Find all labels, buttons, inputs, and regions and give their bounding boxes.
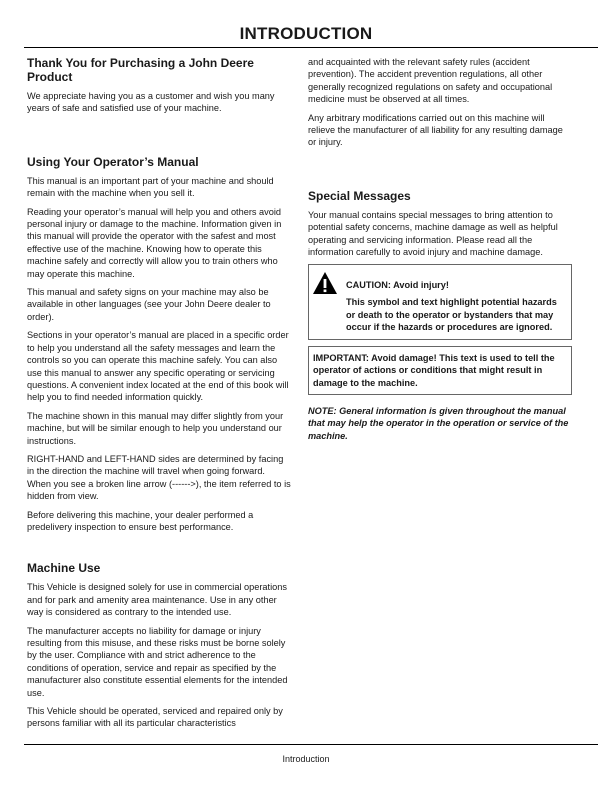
caution-text: This symbol and text highlight potential hazards or death to the operator or bystanders that may occur if the hazards or procedures are ignored.: [346, 297, 557, 333]
using-manual-paragraph-3: This manual and safety signs on your machine may also be available in other languages (see your John Deere dealer to order).: [27, 287, 271, 322]
using-manual-paragraph-5: The machine shown in this manual may differ slightly from your machine, but will be similar enough to help you understand our instructions.: [27, 410, 284, 446]
special-messages-paragraph: Your manual contains special messages to bring attention to potential safety concerns, machine damage as well as helpful operating and servicing information. Please read all the information carefully to avoid injury and machine damage.: [308, 209, 558, 258]
note-text: NOTE: General information is given throughout the manual that may help the operator in the operation or service of the machine.: [308, 405, 569, 441]
thank-you-heading: Thank You for Purchasing a John Deere Product: [27, 56, 254, 84]
caution-title: CAUTION: Avoid injury!: [346, 280, 449, 291]
special-messages-heading: Special Messages: [308, 188, 411, 203]
footer-divider: [24, 744, 598, 745]
using-manual-paragraph-4: Sections in your operator’s manual are placed in a specific order to help you understand all the safety messages and learn the controls so you can operate this machine safely. You can also use this manual to answer any specific operating or servicing questions. A convenient index located at the end of this book will help you to find needed information quickly.: [27, 330, 289, 403]
machine-use-paragraph-1: This Vehicle is designed solely for use in commercial operations and for park and amenity area maintenance. Use in any other way is considered as contrary to the intended use.: [27, 582, 287, 618]
using-manual-paragraph-1: This manual is an important part of your machine and should remain with the machine when you sell it.: [27, 175, 274, 199]
machine-use-paragraph-3: This Vehicle should be operated, serviced and repaired only by persons familiar with all its particular characteristics: [27, 706, 283, 729]
warning-triangle-icon: [312, 271, 340, 333]
footer-label: Introduction: [282, 754, 330, 764]
machine-use-continued-2: Any arbitrary modifications carried out on this machine will relieve the manufacturer of all liability for any resulting damage or injury.: [308, 112, 563, 148]
caution-box: [308, 264, 572, 339]
thank-you-paragraph: We appreciate having you as a customer and wish you many years of safe and satisfied use of your machine.: [27, 91, 275, 114]
machine-use-continued-1: and acquainted with the relevant safety rules (accident prevention). The accident prevention regulations, all other generally recognized regulations on safety and occupational medicine must be observed at all times.: [308, 57, 553, 105]
title-divider: [24, 47, 598, 48]
using-manual-paragraph-7: Before delivering this machine, your dealer performed a predelivery inspection to ensure best performance.: [27, 509, 254, 532]
using-manual-paragraph-2: Reading your operator’s manual will help you and others avoid personal injury or damage to the machine. Information given in this manual will provide the operator with the safest and most effective use of the machine. Knowing how to operate this machine safely and correctly will allow you to train others who may operate this machine.: [27, 206, 282, 279]
machine-use-paragraph-2: The manufacturer accepts no liability for damage or injury resulting from this misuse, and these risks must be borne solely by the user. Compliance with and strict adherence to the conditions of operation, service and repair as specified by the manufacturer also constitute essential elements for the intended use.: [27, 625, 288, 698]
using-manual-heading: Using Your Operator’s Manual: [27, 154, 199, 169]
right-column: [308, 56, 572, 442]
machine-use-heading: Machine Use: [27, 561, 101, 576]
important-box: IMPORTANT: Avoid damage! This text is used to tell the operator of actions or conditions that might result in damage to the machine.: [308, 346, 572, 395]
left-column: [27, 56, 291, 736]
page-title: INTRODUCTION: [239, 24, 373, 43]
using-manual-paragraph-6: RIGHT-HAND and LEFT-HAND sides are determined by facing in the direction the machine will travel when going forward. When you see a broken line arrow (------>), the item referred to is hidden from view.: [27, 453, 291, 502]
